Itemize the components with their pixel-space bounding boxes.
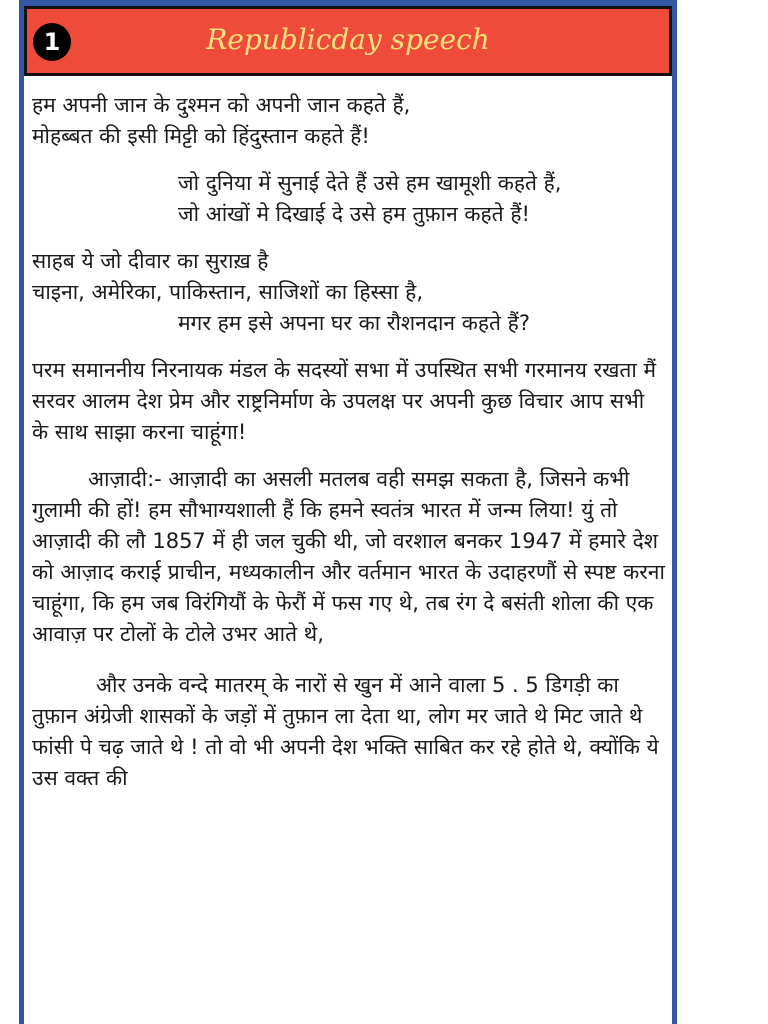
paragraph: आज़ादी:- आज़ादी का असली मतलब वही समझ सकता है, जिसने कभी गुलामी की हों! हम सौभाग्यशाली हैं कि हमने स्वतंत्र भारत में जन्म लिया! युं तो आज़ादी की लौ 1857 में ही जल चुकी थी, जो वरशाल बनकर 1947 में हमारे देश को आज़ाद कराई प्राचीन, मध्यकालीन और वर्तमान भारत के उदाहरणौं से स्पष्ट करना चाहूंगा, कि हम जब विरंगियौं के फेरौं में फस गए थे, तब रंग दे बसंती शोला की एक आवाज़ पर टोलों के टोले उभर आते थे, (32, 467, 665, 646)
number-badge: 1 (33, 23, 71, 61)
page-title: Republicday speech (206, 23, 490, 56)
poem-line: मोहब्बत की इसी मिट्टी को हिंदुस्तान कहते हैं! (32, 124, 370, 148)
page-inner (24, 6, 672, 1024)
poem-line: मगर हम इसे अपना घर का रौशनदान कहते हैं? (178, 311, 530, 335)
speech-text (32, 90, 666, 794)
poem-line: साहब ये जो दीवार का सुराख़ है (32, 249, 269, 273)
poem-line: जो दुनिया में सुनाई देते हैं उसे हम खामूशी कहते हैं, (178, 171, 562, 195)
page-frame (19, 0, 677, 1024)
title-banner (24, 6, 672, 76)
poem-line: चाइना, अमेरिका, पाकिस्तान, साजिशों का हिस्सा है, (32, 280, 423, 304)
paragraph: परम समाननीय निरनायक मंडल के सदस्यों सभा में उपस्थित सभी गरमानय रखता मैं सरवर आलम देश प्रेम और राष्ट्रनिर्माण के उपलक्ष पर अपनी कुछ विचार आप सभी के साथ साझा करना चाहूंगा! (32, 358, 657, 444)
paragraph: और उनके वन्दे मातरम् के नारों से खुन में आने वाला 5 . 5 डिगड़ी का तुफ़ान अंग्रेजी शासकों के जड़ों में तुफ़ान ला देता था, लोग मर जाते थे मिट जाते थे फांसी पे चढ़ जाते थे ! तो वो भी अपनी देश भक्ति साबित कर रहे होते थे, क्योंकि ये उस वक्त की (32, 673, 659, 790)
poem-line: जो आंखों मे दिखाई दे उसे हम तुफ़ान कहते हैं! (178, 202, 530, 226)
poem-line: हम अपनी जान के दुश्मन को अपनी जान कहते हैं, (32, 93, 411, 117)
